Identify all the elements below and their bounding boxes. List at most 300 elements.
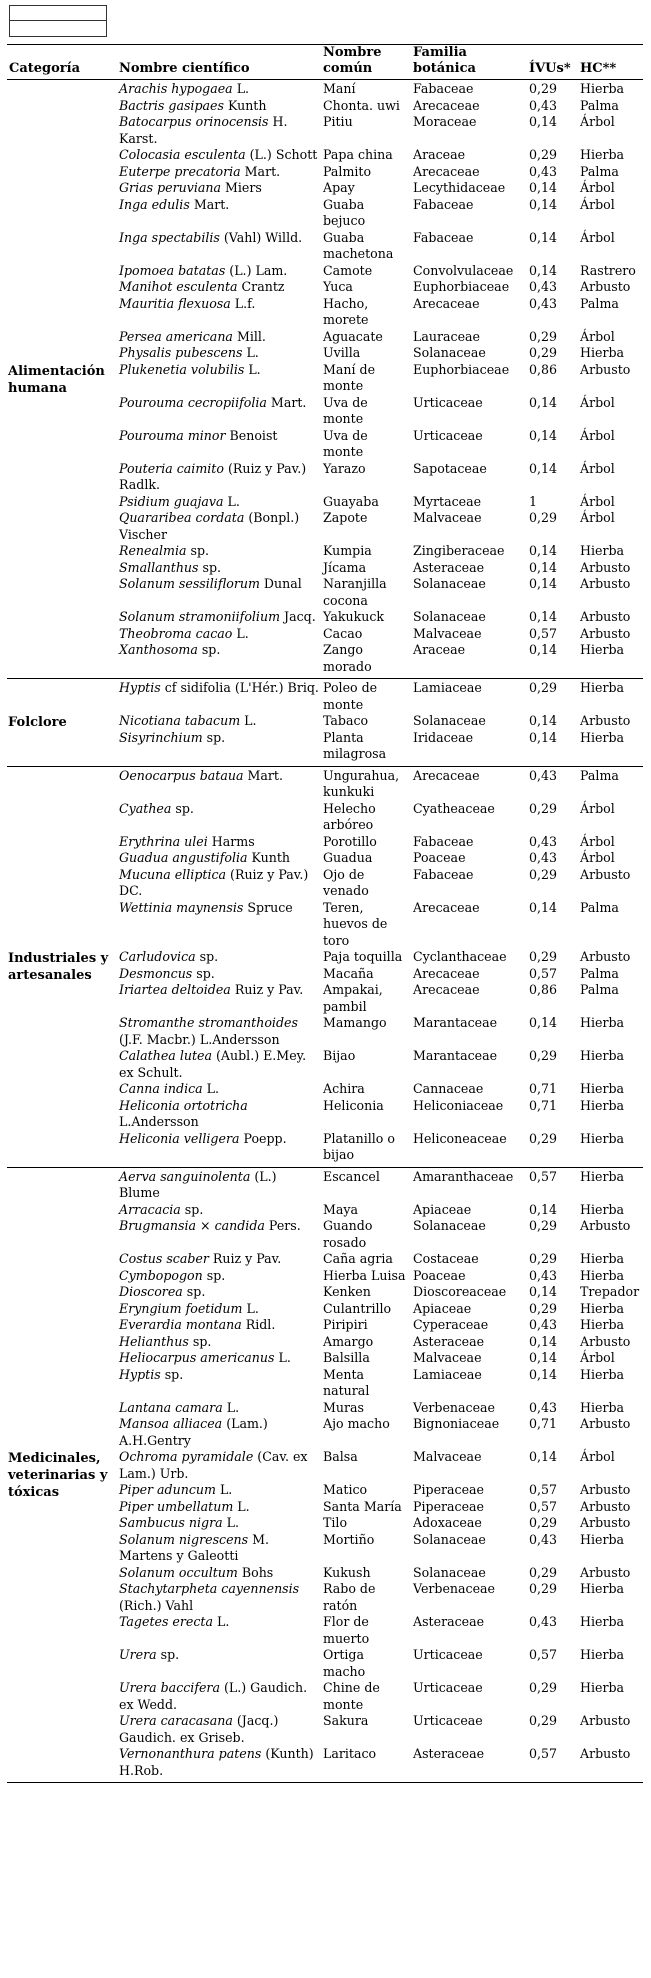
scientific-name-cell	[117, 543, 321, 560]
family-cell: Asteraceae	[413, 559, 485, 575]
family-cell: Zingiberaceae	[413, 543, 505, 558]
common-name-cell: Ungurahua, kunkuki	[323, 767, 400, 799]
hc-cell: Árbol	[580, 493, 615, 509]
ivu-cell: 0,14	[529, 729, 558, 745]
scientific-name-cell	[117, 1015, 321, 1048]
hc-cell: Trepador	[580, 1284, 640, 1299]
ivu-cell: 0,14	[529, 196, 558, 212]
family-cell: Verbenaceae	[413, 1581, 496, 1596]
scientific-name-cell	[117, 1449, 321, 1482]
scientific-name: Sambucus nigra	[119, 1515, 223, 1530]
author-citation: L.	[223, 493, 240, 509]
scientific-name: Colocasia esculenta	[119, 147, 246, 162]
species-table	[7, 44, 643, 1783]
common-name-cell: Muras	[323, 1399, 364, 1415]
family-cell: Cyatheaceae	[413, 800, 495, 816]
scientific-name: Renealmia	[119, 543, 187, 558]
author-citation: L.	[244, 361, 261, 377]
family-cell: Urticaceae	[413, 394, 483, 410]
common-name-cell: Guaba machetona	[323, 229, 394, 261]
ivu-cell: 0,29	[529, 147, 558, 162]
scientific-name: Desmoncus	[119, 965, 193, 981]
scientific-name-cell	[117, 679, 321, 714]
scientific-name: Aerva sanguinolenta	[119, 1168, 251, 1184]
hc-cell: Hierba	[580, 1614, 625, 1629]
family-cell: Lamiaceae	[413, 1366, 482, 1382]
scientific-name: Hyptis	[119, 1366, 161, 1382]
author-citation: sp.	[188, 1333, 212, 1349]
author-citation: Spruce	[243, 899, 293, 915]
scientific-name-cell	[117, 900, 321, 950]
ivu-cell: 0,29	[529, 81, 558, 96]
scientific-name-cell	[117, 1317, 321, 1334]
ivu-cell: 0,29	[529, 510, 558, 525]
scientific-name-cell	[117, 428, 321, 461]
common-name-cell: Helecho arbóreo	[323, 800, 376, 832]
author-citation: L.	[242, 1300, 259, 1316]
author-citation: Crantz	[237, 279, 285, 294]
scientific-name-cell	[117, 362, 321, 395]
scientific-name: Iriartea deltoidea	[119, 982, 231, 997]
family-cell: Poaceae	[413, 1267, 466, 1283]
common-name-cell: Menta natural	[323, 1366, 370, 1398]
family-cell: Fabaceae	[413, 81, 474, 96]
scientific-name: Inga spectabilis	[119, 229, 220, 245]
author-citation: (Lam.) A.H.Gentry	[119, 1416, 268, 1448]
author-citation: L.	[222, 1399, 240, 1415]
scientific-name-cell	[117, 1131, 321, 1168]
common-name-cell: Guaba bejuco	[323, 196, 366, 228]
author-citation: Harms	[207, 833, 255, 849]
hc-cell: Árbol	[580, 328, 615, 344]
hc-cell: Árbol	[580, 196, 615, 212]
hc-cell: Palma	[580, 767, 619, 783]
hc-cell: Hierba	[580, 1201, 625, 1217]
ivu-cell: 0,29	[529, 1564, 558, 1580]
common-name-cell: Piripiri	[323, 1317, 368, 1332]
scientific-name: Psidium guajava	[119, 493, 224, 509]
common-name-cell: Guayaba	[323, 493, 379, 509]
scientific-name: Mucuna elliptica	[119, 866, 227, 882]
scientific-name: Dioscorea	[119, 1284, 183, 1299]
category-cell	[7, 679, 117, 767]
common-name-cell: Platanillo o bijao	[323, 1130, 395, 1162]
family-cell: Piperaceae	[413, 1482, 485, 1497]
hc-cell: Hierba	[580, 1097, 625, 1113]
ivu-cell: 0,14	[529, 576, 558, 591]
author-citation: L.	[233, 1498, 250, 1514]
scientific-name: Sisyrinchium	[119, 729, 203, 745]
common-name-cell: Caña agria	[323, 1251, 393, 1266]
common-name-cell: Achira	[323, 1081, 365, 1096]
scientific-name: Mansoa alliacea	[119, 1416, 223, 1431]
scientific-name: Pouteria caimito	[119, 460, 224, 476]
scientific-name-cell	[117, 461, 321, 494]
ivu-cell: 0,29	[529, 800, 558, 816]
scientific-name-cell	[117, 1400, 321, 1417]
family-cell: Marantaceae	[413, 1015, 498, 1030]
hc-cell: Arbusto	[580, 361, 631, 377]
family-cell: Malvaceae	[413, 1350, 482, 1365]
scientific-name: Persea americana	[119, 328, 233, 344]
hc-cell: Hierba	[580, 1531, 625, 1547]
family-cell: Arecaceae	[413, 295, 480, 311]
hc-cell: Árbol	[580, 229, 615, 245]
ivu-cell: 0,14	[529, 642, 558, 657]
author-citation: sp.	[182, 1284, 206, 1299]
scientific-name-cell	[117, 1301, 321, 1318]
hc-cell: Hierba	[580, 1317, 625, 1332]
scientific-name: Physalis pubescens	[119, 345, 243, 360]
scientific-name: Wettinia maynensis	[119, 899, 244, 915]
author-citation: sp.	[192, 965, 215, 981]
ivu-cell: 0,14	[529, 394, 558, 410]
scientific-name-cell	[117, 98, 321, 115]
scientific-name-cell	[117, 279, 321, 296]
common-name-cell: Hierba Luisa	[323, 1267, 406, 1283]
scientific-name: Hyptis	[119, 680, 161, 695]
scientific-name-cell	[117, 1614, 321, 1647]
scientific-name-cell	[117, 1268, 321, 1285]
ivu-cell: 0,14	[529, 427, 558, 443]
author-citation: L.Andersson	[119, 1114, 199, 1129]
ivu-cell: 0,29	[529, 1581, 558, 1596]
scientific-name-cell	[117, 850, 321, 867]
family-cell: Asteraceae	[413, 1746, 485, 1761]
author-citation: sp.	[160, 1366, 184, 1382]
scientific-name: Guadua angustifolia	[119, 850, 248, 865]
scientific-name: Arachis hypogaea	[119, 81, 233, 96]
scientific-name: Solanum sessiliflorum	[119, 576, 260, 591]
scientific-name-cell	[117, 560, 321, 577]
scientific-name: Pourouma cecropiifolia	[119, 394, 267, 410]
scientific-name-cell	[117, 730, 321, 767]
ivu-cell: 0,14	[529, 559, 558, 575]
family-cell: Euphorbiaceae	[413, 279, 510, 294]
scientific-name-cell	[117, 296, 321, 329]
family-cell: Urticaceae	[413, 1713, 483, 1728]
common-name-cell: Macaña	[323, 965, 374, 981]
category-label: Industriales y artesanales	[8, 951, 109, 983]
ivu-cell: 0,29	[529, 949, 558, 964]
ivu-cell: 0,14	[529, 180, 558, 195]
hc-cell: Hierba	[580, 1399, 625, 1415]
common-name-cell: Cacao	[323, 625, 363, 641]
ivu-cell: 0,14	[529, 1449, 558, 1464]
author-citation: M. Martens y Galeotti	[119, 1531, 270, 1563]
ivu-cell: 0,43	[529, 1531, 558, 1547]
author-citation: (Ruiz y Pav.) DC.	[119, 866, 309, 898]
hc-cell: Palma	[580, 899, 619, 915]
scientific-name: Canna indica	[119, 1081, 203, 1096]
ivu-cell: 0,29	[529, 866, 558, 882]
ivu-cell: 0,43	[529, 279, 558, 294]
common-name-cell: Tabaco	[323, 713, 369, 728]
hc-cell: Arbusto	[580, 609, 631, 624]
common-name-cell: Maní	[323, 81, 356, 96]
scientific-name-cell	[117, 1218, 321, 1251]
scientific-name-cell	[117, 642, 321, 679]
family-cell: Apiaceae	[413, 1300, 472, 1316]
scientific-name: Oenocarpus bataua	[119, 767, 244, 783]
hc-cell: Árbol	[580, 800, 615, 816]
ivu-cell: 0,29	[529, 1251, 558, 1266]
hc-cell: Palma	[580, 965, 619, 981]
author-citation: L.f.	[230, 295, 256, 311]
common-name-cell: Kumpia	[323, 543, 372, 558]
author-citation: (Rich.) Vahl	[119, 1597, 194, 1613]
hc-cell: Arbusto	[580, 1564, 631, 1580]
ivu-cell: 0,29	[529, 1300, 558, 1316]
scientific-name-cell	[117, 867, 321, 900]
scientific-name-cell	[117, 164, 321, 181]
author-citation: sp.	[171, 800, 194, 816]
family-cell: Iridaceae	[413, 729, 474, 745]
author-citation: Jacq.	[280, 609, 316, 624]
scientific-name: Bactris gasipaes	[119, 97, 224, 113]
scientific-name: Solanum nigrescens	[119, 1531, 249, 1547]
hc-cell: Árbol	[580, 394, 615, 410]
ivu-cell: 0,14	[529, 609, 558, 624]
family-cell: Solanaceae	[413, 713, 486, 728]
common-name-cell: Rabo de ratón	[323, 1581, 376, 1613]
scientific-name-cell	[117, 1334, 321, 1351]
author-citation: (Vahl) Willd.	[219, 229, 303, 245]
family-cell: Fabaceae	[413, 833, 474, 849]
family-cell: Solanaceae	[413, 1531, 486, 1547]
scientific-name: Stachytarpheta cayennensis	[119, 1581, 300, 1596]
ivu-cell: 1	[529, 493, 538, 509]
scientific-name-cell	[117, 180, 321, 197]
family-cell: Arecaceae	[413, 97, 480, 113]
scientific-name-cell	[117, 713, 321, 730]
family-cell: Fabaceae	[413, 866, 474, 882]
scientific-name: Xanthosoma	[119, 642, 198, 657]
scientific-name: Everardia montana	[119, 1317, 242, 1332]
hc-cell: Hierba	[580, 1015, 625, 1030]
hc-cell: Hierba	[580, 147, 625, 162]
common-name-cell: Planta milagrosa	[323, 729, 387, 761]
scientific-name: Plukenetia volubilis	[119, 361, 245, 377]
family-cell: Arecaceae	[413, 163, 480, 179]
family-cell: Asteraceae	[413, 1614, 485, 1629]
author-citation: (J.F. Macbr.) L.Andersson	[119, 1031, 280, 1047]
common-name-cell: Guadua	[323, 850, 373, 865]
ivu-cell: 0,57	[529, 1498, 558, 1514]
scientific-name: Smallanthus	[119, 559, 199, 575]
family-cell: Myrtaceae	[413, 493, 482, 509]
ivu-cell: 0,43	[529, 295, 558, 311]
author-citation: (Bonpl.) Vischer	[119, 510, 300, 542]
family-cell: Lamiaceae	[413, 680, 482, 695]
scientific-name-cell	[117, 801, 321, 834]
common-name-cell: Papa china	[323, 147, 393, 162]
family-cell: Sapotaceae	[413, 460, 487, 476]
common-name-cell: Mamango	[323, 1015, 387, 1030]
common-name-cell: Yuca	[323, 279, 353, 294]
hc-cell: Hierba	[580, 1680, 625, 1695]
scientific-name-cell	[117, 626, 321, 643]
hc-cell: Arbusto	[580, 1498, 631, 1514]
family-cell: Solanaceae	[413, 1218, 486, 1233]
family-cell: Solanaceae	[413, 609, 486, 624]
scientific-name: Calathea lutea	[119, 1048, 212, 1063]
hc-cell: Arbusto	[580, 279, 631, 294]
ivu-cell: 0,71	[529, 1081, 558, 1096]
hc-cell: Arbusto	[580, 625, 631, 641]
hc-cell: Arbusto	[580, 713, 631, 728]
family-cell: Convolvulaceae	[413, 262, 514, 278]
table-row	[7, 80, 643, 98]
hc-cell: Arbusto	[580, 1482, 631, 1497]
hc-cell: Hierba	[580, 1168, 625, 1184]
hc-cell: Arbusto	[580, 1416, 631, 1431]
scientific-name-cell	[117, 949, 321, 966]
hc-cell: Árbol	[580, 1350, 615, 1365]
ivu-cell: 0,29	[529, 1713, 558, 1728]
author-citation: L.	[240, 713, 257, 728]
author-citation: sp.	[180, 1201, 204, 1217]
author-citation: Mart.	[243, 767, 283, 783]
hc-cell: Palma	[580, 97, 619, 113]
common-name-cell: Uva de monte	[323, 394, 368, 426]
hc-cell: Hierba	[580, 1300, 625, 1316]
common-name-cell: Ojo de venado	[323, 866, 369, 898]
author-citation: sp.	[202, 1267, 226, 1283]
scientific-name-cell	[117, 1098, 321, 1131]
author-citation: Mart.	[240, 163, 281, 179]
hc-cell: Hierba	[580, 680, 625, 695]
hc-cell: Árbol	[580, 850, 615, 865]
scientific-name-cell	[117, 1081, 321, 1098]
ivu-cell: 0,14	[529, 1015, 558, 1030]
common-name-cell: Chine de monte	[323, 1680, 380, 1712]
ivu-cell: 0,14	[529, 460, 558, 476]
scientific-name-cell	[117, 1048, 321, 1081]
header-ivu: ÍVUs*	[529, 61, 571, 76]
family-cell: Cyclanthaceae	[413, 949, 507, 964]
author-citation: cf sidifolia (L'Hér.) Briq.	[160, 680, 319, 695]
family-cell: Cyperaceae	[413, 1317, 489, 1332]
hc-cell: Arbusto	[580, 576, 631, 591]
author-citation: L.	[232, 625, 249, 641]
family-cell: Solanaceae	[413, 576, 486, 591]
common-name-cell: Paja toquilla	[323, 949, 403, 964]
family-cell: Fabaceae	[413, 196, 474, 212]
ivu-cell: 0,14	[529, 713, 558, 728]
author-citation: sp.	[195, 949, 219, 964]
author-citation: (L.) Lam.	[225, 262, 288, 278]
scientific-name-cell	[117, 1746, 321, 1783]
scientific-name: Urera baccifera	[119, 1680, 220, 1695]
common-name-cell: Heliconia	[323, 1097, 384, 1113]
ivu-cell: 0,29	[529, 1515, 558, 1530]
scientific-name-cell	[117, 766, 321, 801]
common-name-cell: Uva de monte	[323, 427, 368, 459]
common-name-cell: Teren, huevos de toro	[323, 899, 388, 948]
header-family: Familia botánica	[413, 45, 476, 76]
scientific-name: Lantana camara	[119, 1399, 223, 1415]
scientific-name-cell	[117, 1499, 321, 1516]
family-cell: Malvaceae	[413, 625, 482, 641]
ivu-cell: 0,57	[529, 1647, 558, 1662]
scientific-name: Cyathea	[119, 800, 172, 816]
common-name-cell: Amargo	[323, 1333, 374, 1349]
scientific-name: Theobroma cacao	[119, 625, 233, 641]
scientific-name-cell	[117, 80, 321, 98]
family-cell: Arecaceae	[413, 965, 480, 981]
ivu-cell: 0,14	[529, 114, 558, 129]
family-cell: Arecaceae	[413, 899, 480, 915]
author-citation: Miers	[221, 180, 262, 195]
header-box	[9, 5, 107, 37]
scientific-name: Urera	[119, 1647, 157, 1662]
common-name-cell: Guando rosado	[323, 1218, 373, 1250]
ivu-cell: 0,14	[529, 1333, 558, 1349]
hc-cell: Hierba	[580, 81, 625, 96]
author-citation: Poepp.	[239, 1130, 287, 1146]
family-cell: Solanaceae	[413, 345, 486, 360]
scientific-name: Tagetes erecta	[119, 1614, 213, 1629]
family-cell: Bignoniaceae	[413, 1416, 500, 1431]
category-label: Alimentación humana	[8, 363, 105, 396]
header-hc: HC**	[580, 61, 617, 76]
table-row	[7, 1167, 643, 1202]
ivu-cell: 0,14	[529, 229, 558, 245]
common-name-cell: Naranjilla cocona	[323, 576, 387, 608]
scientific-name-cell	[117, 230, 321, 263]
scientific-name-cell	[117, 114, 321, 147]
author-citation: sp.	[198, 559, 222, 575]
scientific-name: Costus scaber	[119, 1251, 209, 1266]
ivu-cell: 0,43	[529, 850, 558, 865]
hc-cell: Hierba	[580, 345, 625, 360]
table-header-row	[7, 45, 643, 80]
scientific-name: Erythrina ulei	[119, 833, 208, 849]
scientific-name-cell	[117, 982, 321, 1015]
author-citation: (Aubl.) E.Mey. ex Schult.	[119, 1048, 307, 1080]
ivu-cell: 0,43	[529, 97, 558, 113]
family-cell: Heliconeaceae	[413, 1130, 507, 1146]
author-citation: Ridl.	[241, 1317, 276, 1332]
hc-cell: Hierba	[580, 1081, 625, 1096]
common-name-cell: Apay	[323, 180, 355, 195]
author-citation: (Cav. ex Lam.) Urb.	[119, 1449, 308, 1481]
common-name-cell: Poleo de monte	[323, 680, 378, 712]
hc-cell: Árbol	[580, 833, 615, 849]
ivu-cell: 0,43	[529, 833, 558, 849]
common-name-cell: Escancel	[323, 1168, 380, 1184]
family-cell: Urticaceae	[413, 427, 483, 443]
hc-cell: Arbusto	[580, 1218, 631, 1233]
hc-cell: Palma	[580, 982, 619, 997]
hc-cell: Palma	[580, 163, 619, 179]
family-cell: Marantaceae	[413, 1048, 498, 1063]
scientific-name-cell	[117, 1251, 321, 1268]
hc-cell: Arbusto	[580, 559, 631, 575]
ivu-cell: 0,43	[529, 1614, 558, 1629]
ivu-cell: 0,29	[529, 345, 558, 360]
scientific-name: Solanum stramoniifolium	[119, 609, 281, 624]
author-citation: Ruiz y Pav.	[208, 1251, 282, 1266]
scientific-name: Euterpe precatoria	[119, 163, 241, 179]
common-name-cell: Ortiga macho	[323, 1647, 366, 1679]
category-label: Medicinales, veterinarias y tóxicas	[8, 1450, 108, 1500]
author-citation: (L.) Blume	[119, 1168, 277, 1200]
family-cell: Solanaceae	[413, 1564, 486, 1580]
scientific-name: Ochroma pyramidale	[119, 1449, 254, 1464]
scientific-name: Vernonanthura patens	[119, 1746, 262, 1761]
